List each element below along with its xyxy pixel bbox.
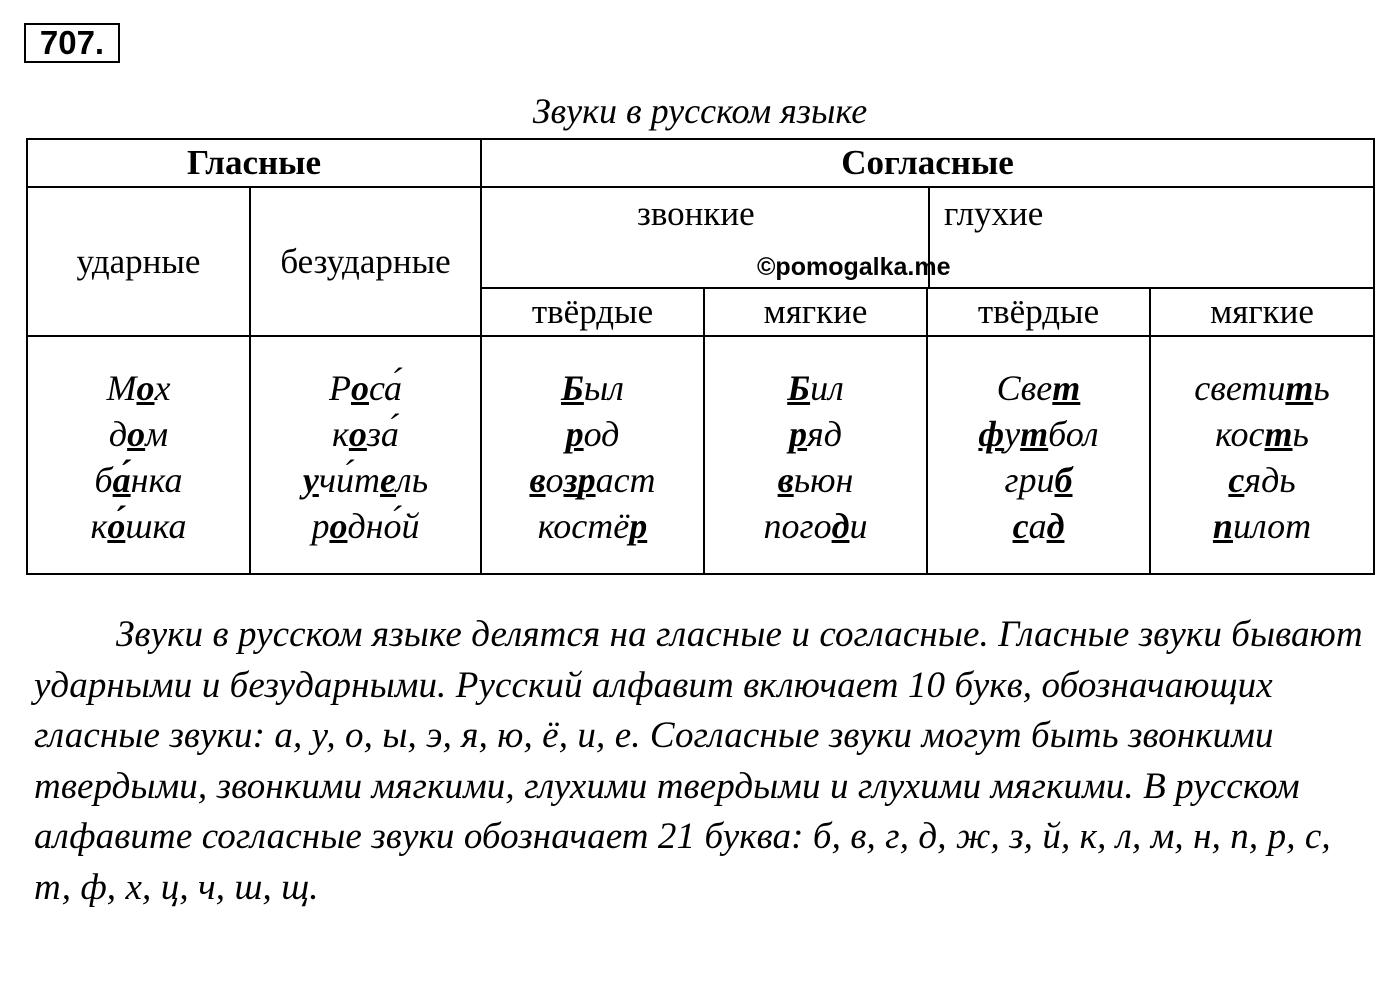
word-part: пого	[763, 506, 832, 546]
highlighted-letter: о	[136, 368, 155, 408]
vowels-header: Гласные	[27, 139, 481, 187]
example-word	[482, 365, 703, 411]
watermark: ©pomogalka.me	[757, 253, 951, 281]
example-word	[28, 457, 249, 503]
word-part: М	[106, 368, 137, 408]
example-word	[28, 411, 249, 457]
word-part: свети	[1194, 368, 1286, 408]
examples-voiced-hard	[481, 336, 704, 574]
word-part: Све	[996, 368, 1053, 408]
word-part: к	[332, 414, 349, 454]
voiceless-header: глухие	[944, 194, 1044, 233]
word-part: а	[1028, 506, 1047, 546]
example-word	[251, 503, 480, 549]
highlighted-letter: о	[127, 414, 146, 454]
word-part: аст	[595, 460, 656, 500]
highlighted-letter: б	[1054, 460, 1073, 500]
highlighted-letter: у	[302, 460, 319, 500]
sounds-table	[26, 138, 1375, 575]
example-word	[1151, 411, 1373, 457]
word-part: б	[94, 460, 113, 500]
consonants-header: Согласные	[481, 139, 1374, 187]
highlighted-letter: е	[380, 460, 397, 500]
highlighted-letter: в	[777, 460, 794, 500]
word-part: за́	[366, 414, 399, 454]
example-word	[482, 457, 703, 503]
highlighted-letter: т	[1020, 414, 1049, 454]
word-part: ль	[396, 460, 429, 500]
word-part: к	[90, 506, 108, 546]
word-part: илот	[1232, 506, 1312, 546]
examples-voiceless-hard	[927, 336, 1150, 574]
examples-stressed	[27, 336, 250, 574]
highlighted-letter: д	[1046, 506, 1065, 546]
table-title: Звуки в русском языке	[532, 91, 868, 131]
highlighted-letter: о	[348, 414, 367, 454]
word-part: у	[1004, 414, 1021, 454]
highlighted-letter: з	[563, 460, 578, 500]
highlighted-letter: о	[329, 506, 348, 546]
highlighted-letter: о	[350, 368, 369, 408]
voicing-header-cell	[481, 187, 1374, 288]
stressed-header: ударные	[27, 187, 250, 336]
examples-unstressed	[250, 336, 481, 574]
highlighted-letter: с	[1012, 506, 1029, 546]
word-part: ьюн	[793, 460, 854, 500]
word-part: ь	[1313, 368, 1330, 408]
examples-voiced-soft	[704, 336, 927, 574]
word-part: ил	[810, 368, 844, 408]
example-word	[28, 503, 249, 549]
example-word	[1151, 365, 1373, 411]
highlighted-letter: п	[1212, 506, 1233, 546]
word-part: дно́й	[347, 506, 420, 546]
example-word	[705, 457, 926, 503]
example-word	[928, 411, 1149, 457]
highlighted-letter: а́	[112, 460, 131, 500]
word-part: о	[545, 460, 564, 500]
exercise-number: 707.	[24, 23, 120, 63]
highlighted-letter: д	[831, 506, 850, 546]
examples-voiceless-soft	[1150, 336, 1374, 574]
word-part: ь	[1292, 414, 1309, 454]
example-word	[705, 503, 926, 549]
word-part: х	[154, 368, 171, 408]
voiced-soft-header: мягкие	[704, 288, 927, 336]
example-word	[482, 503, 703, 549]
unstressed-header: безударные	[250, 187, 481, 336]
highlighted-letter: в	[529, 460, 546, 500]
highlighted-letter: Б	[787, 368, 811, 408]
word-part: чи́т	[318, 460, 381, 500]
highlighted-letter: р	[629, 506, 648, 546]
word-part: кос	[1215, 414, 1265, 454]
voicing-divider	[928, 188, 930, 287]
highlighted-letter: р	[565, 414, 584, 454]
word-part: д	[108, 414, 128, 454]
highlighted-letter: с	[1228, 460, 1245, 500]
example-word	[251, 411, 480, 457]
word-part: бол	[1048, 414, 1099, 454]
word-part: ядь	[1244, 460, 1296, 500]
word-part: костё	[537, 506, 630, 546]
word-part: шка	[125, 506, 187, 546]
voiceless-hard-header: твёрдые	[927, 288, 1150, 336]
example-word	[251, 365, 480, 411]
highlighted-letter: т	[1285, 368, 1314, 408]
voiceless-soft-header: мягкие	[1150, 288, 1374, 336]
example-word	[928, 457, 1149, 503]
example-word	[1151, 503, 1373, 549]
highlighted-letter: Б	[561, 368, 584, 408]
example-word	[705, 411, 926, 457]
word-part: гри	[1004, 460, 1055, 500]
highlighted-letter: т	[1264, 414, 1293, 454]
word-part: яд	[807, 414, 842, 454]
word-part: и	[849, 506, 868, 546]
highlighted-letter: т	[1052, 368, 1081, 408]
highlighted-letter: р	[577, 460, 596, 500]
example-word	[251, 457, 480, 503]
word-part: нка	[130, 460, 183, 500]
word-part: р	[311, 506, 330, 546]
example-word	[705, 365, 926, 411]
example-word	[1151, 457, 1373, 503]
highlighted-letter: ф	[978, 414, 1005, 454]
highlighted-letter: о́	[107, 506, 126, 546]
highlighted-letter: р	[789, 414, 808, 454]
word-part: Р	[328, 368, 351, 408]
example-word	[928, 365, 1149, 411]
voiced-hard-header: твёрдые	[481, 288, 704, 336]
word-part: ыл	[583, 368, 624, 408]
word-part: од	[583, 414, 620, 454]
voiced-header: звонкие	[637, 194, 755, 233]
example-word	[482, 411, 703, 457]
example-word	[28, 365, 249, 411]
example-word	[928, 503, 1149, 549]
explanation-paragraph: Звуки в русском языке делятся на гласные и согласные. Гласные звуки бывают ударными и безударными. Русский алфавит включает 10 букв, обозначающих гласные звуки: а, у, о, ы, э, я, ю, ё, и, е. Согласные звуки могут быть звонкими твердыми, звонкими мягкими, глухими твердыми и глухими мягкими. В русском алфавите согласные звуки обозначает 21 буква: б, в, г, д, ж, з, й, к, л, м, н, п, р, с, т, ф, х, ц, ч, ш, щ.	[34, 614, 1363, 908]
word-part: са́	[368, 368, 403, 408]
word-part: м	[145, 414, 169, 454]
